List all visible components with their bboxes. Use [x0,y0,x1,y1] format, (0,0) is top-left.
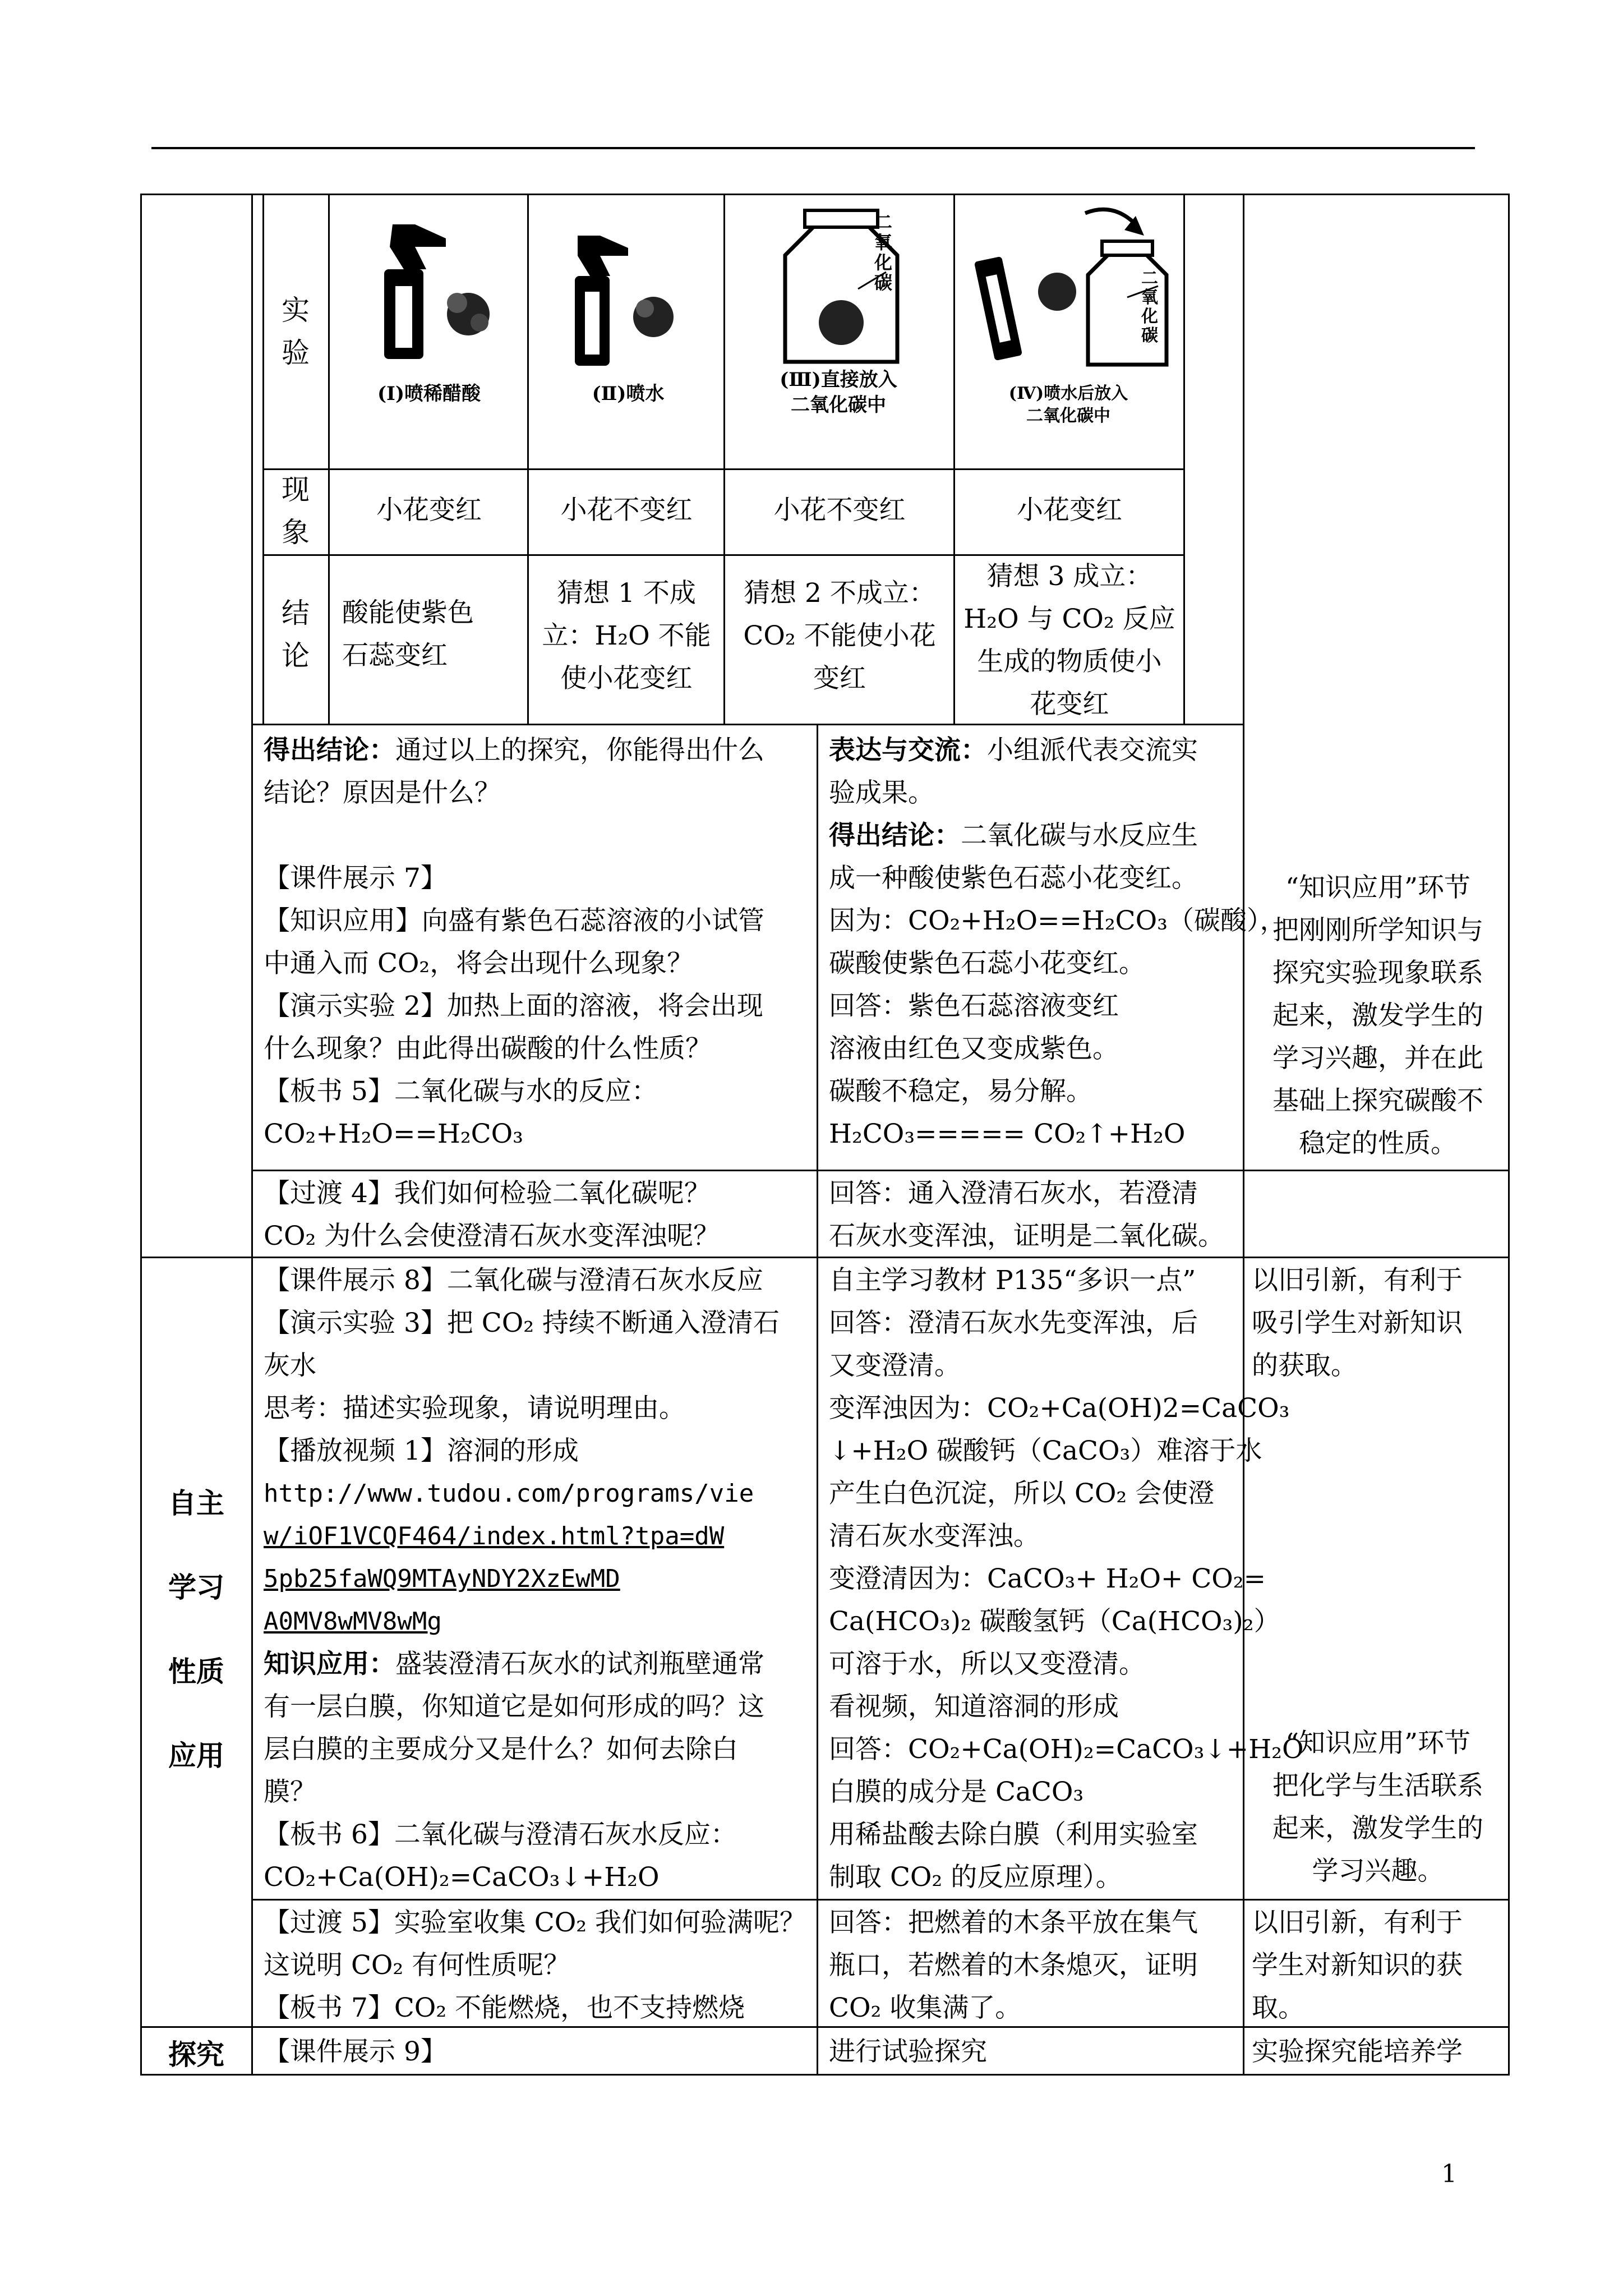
row3-design-intent-top [1252,1259,1504,1387]
text-line: 回答：CO₂+Ca(OH)₂=CaCO₃↓+H₂O [829,1734,1304,1765]
caption-ii: (Ⅱ)喷水 [592,383,665,405]
row3-teacher-activity [264,1259,780,1473]
text-line: 得出结论：二氧化碳与水反应生 [829,820,1198,851]
conclusion-i: 酸能使紫色 石蕊变红 [342,597,474,671]
text-line: 学习兴趣，并在此 [1272,1043,1483,1074]
text-line: 【播放视频 1】溶洞的形成 [264,1435,579,1466]
text-line: 吸引学生对新知识 [1252,1308,1463,1338]
jar-with-co2-illustration [774,205,920,373]
label-conclusion: 结论 [282,597,310,672]
text-line: CO₂+Ca(OH)₂=CaCO₃↓+H₂O [264,1862,660,1893]
text-line: 的获取。 [1252,1350,1357,1381]
text-line: 起来，激发学生的 [1272,1000,1483,1031]
text-line: 灰水 [264,1350,316,1381]
spray-bottle-water-illustration [555,224,695,370]
conclusion-ii: 猜想 1 不成 立：H₂O 不能 使小花变红 [542,578,711,694]
text-line: 思考：描述实验现象，请说明理由。 [264,1393,685,1424]
row4-student-activity: 回答：把燃着的木条平放在集气 瓶口，若燃着的木条熄灭，证明 CO₂ 收集满了。 [829,1907,1198,2023]
section-label-self-study: 自主 学习 性质 应用 [168,1487,224,1772]
text-line: “知识应用”环节 [1285,872,1471,903]
text-line: 变澄清因为：CaCO₃+ H₂O+ CO₂= [829,1563,1266,1594]
conclusion-iv: 猜想 3 成立： H₂O 与 CO₂ 反应 生成的物质使小 花变红 [963,561,1175,720]
text-line: Ca(HCO₃)₂ 碳酸氢钙（Ca(HCO₃)₂） [829,1606,1280,1637]
text-line: 【板书 6】二氧化碳与澄清石灰水反应： [264,1819,737,1850]
text-line: 学习兴趣。 [1312,1856,1444,1887]
text-line: 碳酸不稳定，易分解。 [829,1076,1092,1107]
text-line: 溶液由红色又变成紫色。 [829,1033,1119,1064]
label-experiment: 实验 [282,294,310,369]
text-line: 回答：紫色石蕊溶液变红 [829,991,1119,1022]
row5-student-activity: 进行试验探究 [829,2036,987,2067]
row5-design-intent: 实验探究能培养学 [1252,2036,1463,2067]
row2-teacher-activity: 【过渡 4】我们如何检验二氧化碳呢？ CO₂ 为什么会使澄清石灰水变浑浊呢？ [264,1178,720,1251]
text-line: 因为：CO₂+H₂O==H₂CO₃（碳酸）， [829,905,1287,936]
text-line: 【演示实验 2】加热上面的溶液，将会出现 [264,991,763,1022]
row-line [251,1170,1510,1171]
text-line: 看视频，知道溶洞的形成 [829,1691,1119,1722]
text-line [264,815,764,857]
label-phenomenon: 现象 [282,473,310,549]
spray-bottle-acetic-acid-illustration [359,213,505,370]
text-line: 有一层白膜，你知道它是如何形成的吗？这 [264,1691,764,1722]
jar-label-iii: 二 氧 化 碳 [874,211,892,293]
header-rule [151,147,1475,149]
caption-iii-line2: 二氧化碳中 [791,394,886,416]
text-line: 把化学与生活联系 [1272,1770,1483,1801]
video-url-line[interactable]: w/iOF1VCQF464/index.html?tpa=dW [264,1522,725,1550]
text-line: 得出结论：通过以上的探究，你能得出什么 [264,735,764,766]
jar-label-iv: 二 氧 化 碳 [1141,269,1158,346]
row1-student-activity [829,729,1287,1156]
text-line: 结论？原因是什么？ [264,777,501,808]
row3-student-activity [829,1259,1304,1899]
video-link[interactable] [264,1473,754,1643]
phenomenon-iii: 小花不变红 [773,495,906,526]
conclusion-iii: 猜想 2 不成立： CO₂ 不能使小花 变红 [743,578,936,694]
text-line: 白膜的成分是 CaCO₃ [829,1777,1084,1807]
text-line: ↓+H₂O 碳酸钙（CaCO₃）难溶于水 [829,1435,1262,1466]
phenomenon-iv: 小花变红 [1017,495,1122,526]
text-line: 膜？ [264,1777,316,1807]
video-url-line[interactable]: 5pb25faWQ9MTAyNDY2XzEwMD [264,1565,620,1593]
phenomenon-ii: 小花不变红 [560,495,693,526]
phenomenon-i: 小花变红 [376,495,482,526]
section-label-explore: 探究 [168,2038,224,2071]
page-number: 1 [1441,2160,1457,2188]
text-line: 变浑浊因为：CO₂+Ca(OH)2=CaCO₃ [829,1393,1290,1424]
text-line: 可溶于水，所以又变澄清。 [829,1649,1145,1680]
text-line: 稳定的性质。 [1299,1128,1457,1159]
caption-iv-line1: (Ⅳ)喷水后放入 [1008,384,1128,403]
text-line: 产生白色沉淀，所以 CO₂ 会使澄 [829,1478,1215,1509]
text-line: 碳酸使紫色石蕊小花变红。 [829,948,1145,979]
video-url-line[interactable]: http://www.tudou.com/programs/vie [264,1479,754,1508]
text-line: CO₂+H₂O==H₂CO₃ [264,1119,524,1149]
row5-teacher-activity: 【课件展示 9】 [264,2036,447,2067]
row1-teacher-activity [264,729,764,1156]
text-line: 把刚刚所学知识与 [1272,915,1483,946]
col-divider-teacher [817,724,818,2076]
caption-iv-line2: 二氧化碳中 [1026,406,1110,426]
text-line: 用稀盐酸去除白膜（利用实验室 [829,1819,1198,1850]
caption-i: (Ⅰ)喷稀醋酸 [377,383,481,405]
text-line: 【知识应用】向盛有紫色石蕊溶液的小试管 [264,905,764,936]
row3-knowledge-application [264,1643,764,1899]
text-line: 中通入而 CO₂，将会出现什么现象？ [264,948,694,979]
text-line: 制取 CO₂ 的反应原理）。 [829,1862,1122,1893]
text-line: 【演示实验 3】把 CO₂ 持续不断通入澄清石 [264,1308,780,1338]
row4-design-intent: 以旧引新，有利于 学生对新知识的获 取。 [1252,1907,1463,2023]
text-line: 层白膜的主要成分又是什么？如何去除白 [264,1734,738,1765]
text-line: 基础上探究碳酸不 [1272,1085,1483,1116]
row4-teacher-activity: 【过渡 5】实验室收集 CO₂ 我们如何验满呢？ 这说明 CO₂ 有何性质呢？ 【板书 7】CO₂ 不能燃烧，也不支持燃烧 [264,1907,806,2023]
row1-design-intent [1252,867,1504,1165]
row3-design-intent-bottom [1252,1722,1504,1893]
text-line: 验成果。 [829,777,934,808]
text-line: 表达与交流：小组派代表交流实 [829,735,1198,766]
text-line: 以旧引新，有利于 [1252,1265,1463,1296]
text-line: “知识应用”环节 [1285,1728,1471,1759]
text-line: 清石灰水变浑浊。 [829,1521,1040,1552]
text-line: 知识应用：盛装澄清石灰水的试剂瓶壁通常 [264,1649,764,1680]
text-line: 成一种酸使紫色石蕊小花变红。 [829,863,1198,894]
text-line: 回答：澄清石灰水先变浑浊，后 [829,1308,1198,1338]
text-line: 起来，激发学生的 [1272,1813,1483,1844]
caption-iii-line1: (Ⅲ)直接放入 [780,369,897,391]
row-line [251,1899,1510,1901]
row2-student-activity: 回答：通入澄清石灰水，若澄清 石灰水变浑浊，证明是二氧化碳。 [829,1178,1224,1251]
text-line: 探究实验现象联系 [1272,958,1483,988]
video-url-line[interactable]: A0MV8wMV8wMg [264,1607,442,1636]
text-line: 【课件展示 7】 [264,863,447,894]
text-line: 自主学习教材 P135“多识一点” [829,1265,1196,1296]
text-line: 又变澄清。 [829,1350,961,1381]
text-line: 什么现象？由此得出碳酸的什么性质？ [264,1033,712,1064]
text-line: 【板书 5】二氧化碳与水的反应： [264,1076,658,1107]
text-line: 【课件展示 8】二氧化碳与澄清石灰水反应 [264,1265,763,1296]
text-line: H₂CO₃===== CO₂↑+H₂O [829,1119,1186,1149]
